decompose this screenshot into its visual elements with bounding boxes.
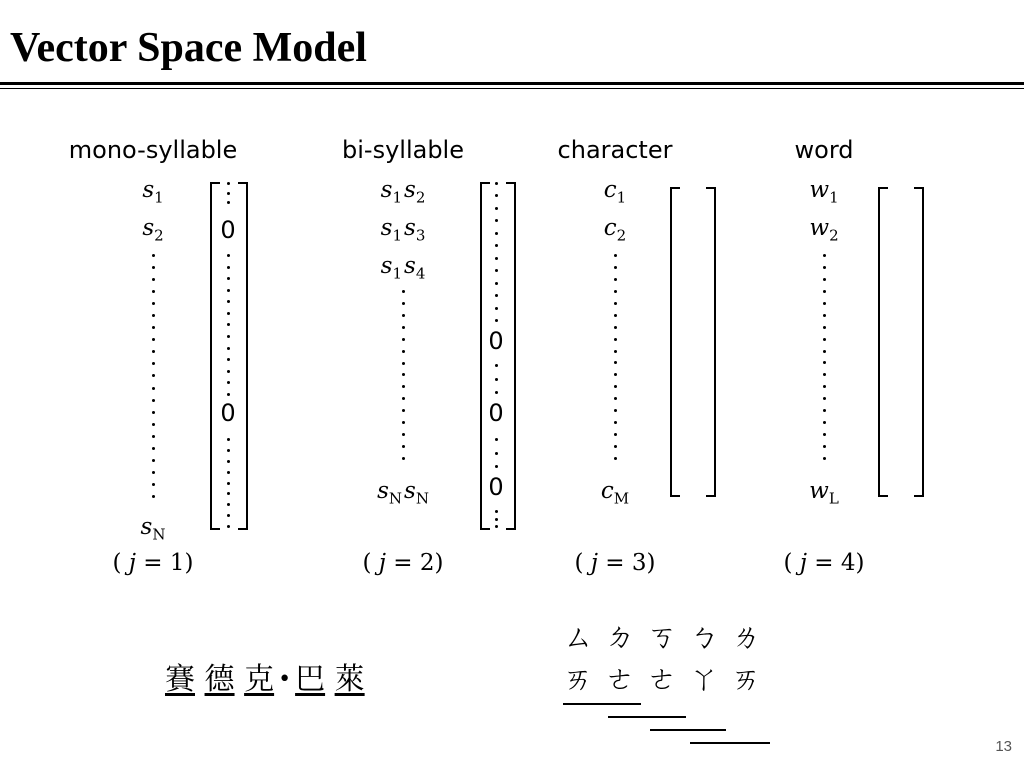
bi-vector-dots xyxy=(494,510,498,528)
zhuyin-symbol: ㄞ xyxy=(563,662,593,697)
mono-j-label: ( j = 1) xyxy=(112,550,194,576)
char-item-cM: $c_M$ xyxy=(600,478,630,508)
example-char: 克 xyxy=(244,662,275,697)
bi-vector-zero: 0 xyxy=(488,473,504,501)
word-vector-bracket-right xyxy=(914,187,924,497)
bi-item-sNsN: $s_Ns_N$ xyxy=(377,478,429,508)
zhuyin-symbol: ㄜ xyxy=(647,662,677,697)
bi-vector-zero: 0 xyxy=(488,399,504,427)
mono-item-s1: $s_1$ xyxy=(142,177,164,207)
zhuyin-symbol: ㄅ xyxy=(689,620,719,655)
zhuyin-initials xyxy=(563,620,773,656)
bigram-underline xyxy=(563,703,641,705)
char-vector-bracket-right xyxy=(706,187,716,497)
title-rule-thick xyxy=(0,82,1024,85)
bi-item-s1s3: $s_1s_3$ xyxy=(380,215,426,245)
bi-vector-dots xyxy=(494,182,498,322)
bi-vector-bracket-right xyxy=(506,182,516,530)
bi-item-s1s2: $s_1s_2$ xyxy=(380,177,426,207)
page-number: 13 xyxy=(995,738,1012,755)
word-item-wL: $w_L$ xyxy=(809,478,839,508)
example-separator: • xyxy=(278,667,292,692)
example-char: 德 xyxy=(204,662,235,697)
mono-vector-dots xyxy=(226,438,230,528)
bi-j-label: ( j = 2) xyxy=(362,550,444,576)
char-item-c1: $c_1$ xyxy=(603,177,627,207)
zhuyin-symbol: ㄉ xyxy=(605,620,635,655)
bi-list-ellipsis xyxy=(401,290,405,460)
word-item-w2: $w_2$ xyxy=(809,215,839,245)
word-vector-bracket-left xyxy=(878,187,888,497)
bi-vector-dots xyxy=(494,438,498,468)
bigram-underline xyxy=(608,716,686,718)
mono-list-ellipsis xyxy=(151,254,155,498)
heading-bi-syllable: bi-syllable xyxy=(342,136,464,164)
char-item-c2: $c_2$ xyxy=(603,215,627,245)
char-list-ellipsis xyxy=(613,254,617,460)
mono-vector-dots xyxy=(226,182,230,204)
mono-vector-dots xyxy=(226,254,230,396)
zhuyin-symbol: ㄜ xyxy=(605,662,635,697)
mono-vector-zero: 0 xyxy=(220,216,236,244)
bi-vector-zero: 0 xyxy=(488,327,504,355)
zhuyin-symbol: ㄞ xyxy=(731,662,761,697)
example-chinese-name xyxy=(165,662,365,698)
mono-item-sN: $s_N$ xyxy=(140,514,166,544)
word-item-w1: $w_1$ xyxy=(809,177,839,207)
heading-word: word xyxy=(794,136,854,164)
example-char: 賽 xyxy=(165,662,195,697)
bigram-underline xyxy=(690,742,770,744)
example-char: 萊 xyxy=(334,662,365,697)
bi-item-s1s4: $s_1s_4$ xyxy=(380,253,426,283)
char-vector-bracket-left xyxy=(670,187,680,497)
mono-vector-bracket-right xyxy=(238,182,248,530)
word-list-ellipsis xyxy=(822,254,826,460)
zhuyin-finals xyxy=(563,662,773,698)
zhuyin-symbol: ㄎ xyxy=(647,620,677,655)
title-rule-thin xyxy=(0,88,1024,89)
example-char: 巴 xyxy=(295,662,326,697)
slide-title: Vector Space Model xyxy=(10,25,367,71)
zhuyin-symbol: ㄌ xyxy=(731,620,761,655)
mono-vector-zero: 0 xyxy=(220,399,236,427)
bi-vector-dots xyxy=(494,364,498,394)
heading-mono-syllable: mono-syllable xyxy=(68,136,238,164)
heading-character: character xyxy=(557,136,673,164)
mono-item-s2: $s_2$ xyxy=(142,215,164,245)
zhuyin-symbol: ㄚ xyxy=(689,662,719,697)
zhuyin-symbol: ㄙ xyxy=(563,620,593,655)
mono-vector-bracket-left xyxy=(210,182,220,530)
bigram-underline xyxy=(650,729,726,731)
char-j-label: ( j = 3) xyxy=(574,550,656,576)
word-j-label: ( j = 4) xyxy=(783,550,865,576)
